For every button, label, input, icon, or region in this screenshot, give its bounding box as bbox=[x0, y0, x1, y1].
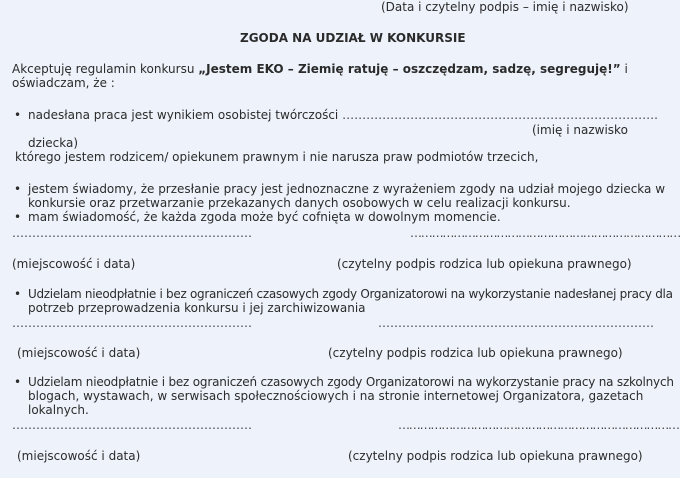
consent1-line2: potrzeb przeprowadzenia konkursu i jej zarchiwizowania bbox=[28, 301, 366, 315]
bullet-icon: • bbox=[14, 210, 22, 224]
document-title: ZGODA NA UDZIAŁ W KONKURSIE bbox=[240, 31, 466, 45]
item2-line2: konkursie oraz przetwarzanie przekazanych danych osobowych w celu realizacji konkursu. bbox=[28, 196, 571, 210]
item1-statement: nadesłana praca jest wynikiem osobistej twórczości bbox=[28, 108, 339, 122]
item3-text: mam świadomość, że każda zgoda może być cofnięta w dowolnym momencie. bbox=[28, 210, 501, 224]
intro-prefix: Akceptuję regulamin konkursu bbox=[12, 62, 199, 76]
consent2-line2: blogach, wystawach, w serwisach społecznościowych i na stronie internetowej Organizatora, gazetach bbox=[28, 389, 644, 403]
bullet-icon: • bbox=[14, 108, 22, 122]
place-date-dots: …………………………………………………… bbox=[12, 418, 252, 432]
contest-name: „Jestem EKO – Ziemię ratuję – oszczędzam, sadzę, segreguję!” bbox=[198, 62, 621, 76]
signature-dots: ………………………………………………………………… bbox=[410, 226, 680, 240]
place-date-caption: (miejscowość i data) bbox=[17, 346, 141, 360]
place-date-caption: (miejscowość i data) bbox=[12, 257, 136, 271]
place-date-dots: …………………………………………………… bbox=[12, 316, 252, 330]
signature-dots: …………………………………………………………… bbox=[378, 316, 654, 330]
header-signature-caption: (Data i czytelny podpis – imię i nazwisko) bbox=[381, 0, 629, 14]
consent2-line3: lokalnych. bbox=[28, 403, 89, 417]
signature-dots: …………………………………………………………………… bbox=[398, 418, 679, 432]
signature-caption: (czytelny podpis rodzica lub opiekuna prawnego) bbox=[337, 257, 632, 271]
item1-continuation: którego jestem rodzicem/ opiekunem prawnym i nie narusza praw podmiotów trzecich, bbox=[15, 150, 539, 164]
bullet-icon: • bbox=[14, 182, 22, 196]
child-name-hint: (imię i nazwisko bbox=[532, 123, 628, 137]
intro-text bbox=[12, 62, 628, 76]
intro-suffix: i bbox=[620, 62, 628, 76]
consent2-line1: Udzielam nieodpłatnie i bez ograniczeń czasowych zgody Organizatorowi na wykorzystanie pracy na szkolnych bbox=[28, 375, 674, 389]
item1-text bbox=[28, 108, 658, 122]
place-date-dots: …………………………………………………… bbox=[12, 226, 252, 240]
signature-caption: (czytelny podpis rodzica lub opiekuna prawnego) bbox=[328, 346, 623, 360]
place-date-caption: (miejscowość i data) bbox=[17, 449, 141, 463]
child-name-dots: ……………………………………………………………………. bbox=[342, 108, 658, 122]
intro-line2: oświadczam, że : bbox=[12, 76, 115, 90]
consent1-line1: Udzielam nieodpłatnie i bez ograniczeń czasowych zgody Organizatorowi na wykorzystanie nadesłanej pracy dla bbox=[28, 287, 673, 301]
bullet-icon: • bbox=[14, 287, 22, 301]
signature-caption: (czytelny podpis rodzica lub opiekuna prawnego) bbox=[348, 449, 643, 463]
child-name-hint-cont: dziecka) bbox=[28, 136, 79, 150]
item2-line1: jestem świadomy, że przesłanie pracy jest jednoznaczne z wyrażeniem zgody na udział mojego dziecka w bbox=[28, 182, 666, 196]
bullet-icon: • bbox=[14, 375, 22, 389]
